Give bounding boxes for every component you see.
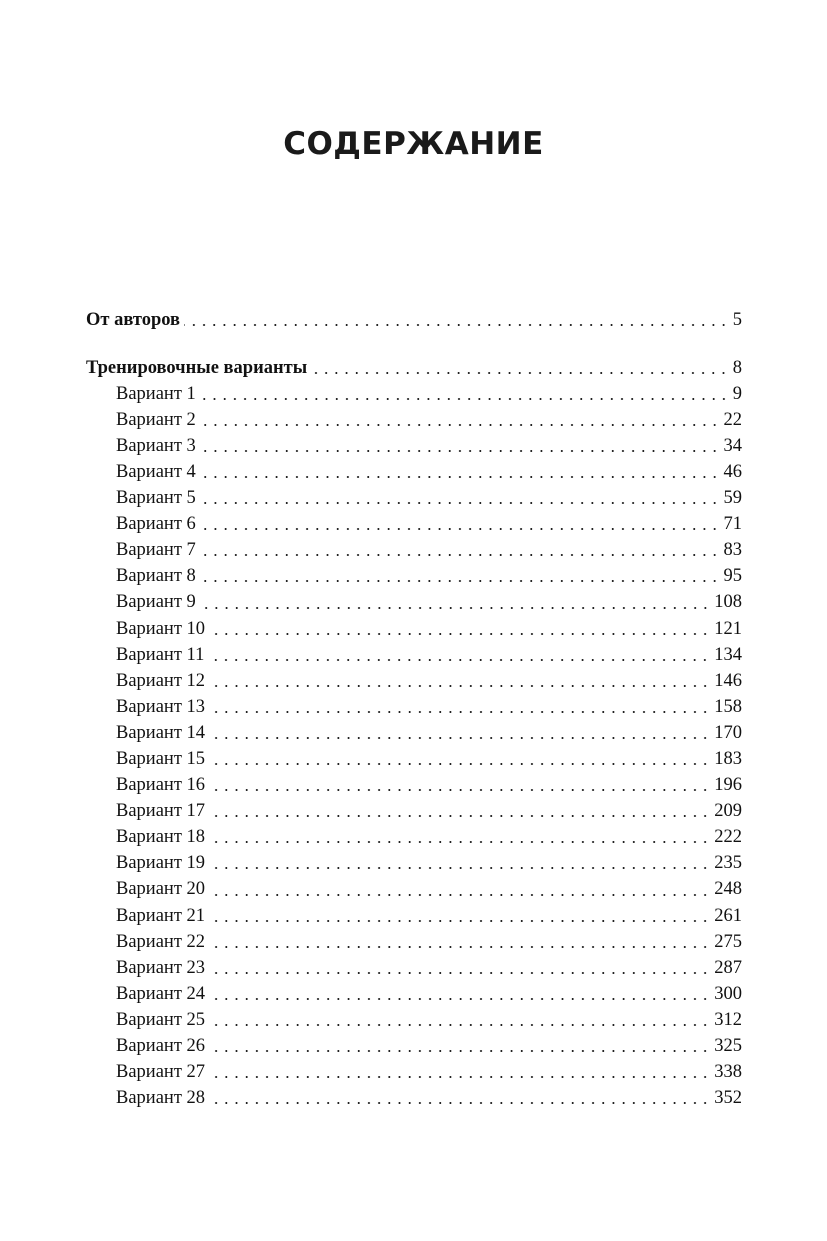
dot-leader [209,903,710,929]
toc-entry-label: Вариант 4 [116,461,196,482]
toc-entry-label: Вариант 1 [116,383,196,404]
toc-page-number: 235 [714,853,742,874]
toc-entry-label: Вариант 7 [116,540,196,561]
toc-entry-label: Вариант 8 [116,566,196,587]
dot-leader [200,563,720,589]
toc-page-number: 34 [723,435,742,456]
toc-entry-label: Вариант 14 [116,722,206,743]
toc-entry-label: Вариант 27 [116,1062,206,1083]
toc-page-number: 8 [732,357,742,378]
toc-entry-variant[interactable] [86,694,742,720]
toc-entry-variant[interactable] [86,981,742,1007]
toc-page-number: 108 [714,592,742,613]
toc-entry-label: Вариант 10 [116,618,206,639]
toc-entry-label: Тренировочные варианты [86,357,308,378]
dot-leader [184,307,729,333]
toc-entry-label: Вариант 5 [116,488,196,509]
toc-page-number: 170 [714,722,742,743]
dot-leader [209,824,710,850]
dot-leader [209,746,710,772]
toc-entry-label: Вариант 19 [116,853,206,874]
toc-entry-label: Вариант 24 [116,983,206,1004]
toc-entry-variant[interactable] [86,1007,742,1033]
toc-page-number: 121 [714,618,742,639]
toc-page-number: 22 [723,409,742,430]
dot-leader [209,955,710,981]
toc-page-number: 338 [714,1062,742,1083]
dot-leader [200,537,720,563]
dot-leader [200,485,720,511]
toc-entry-variant[interactable] [86,1033,742,1059]
dot-leader [209,1033,710,1059]
toc-entry-label: Вариант 17 [116,801,206,822]
toc-entry-label: Вариант 2 [116,409,196,430]
toc-page-number: 183 [714,749,742,769]
dot-leader [209,616,710,642]
toc-page-number: 59 [723,488,742,509]
toc-entry-variant[interactable] [86,459,742,485]
toc-page-number: 261 [714,905,742,926]
toc-entry-variant[interactable] [86,955,742,981]
dot-leader [209,668,710,694]
toc-entry-label: Вариант 16 [116,775,206,796]
toc-entry-label: Вариант 18 [116,827,206,848]
dot-leader [311,355,729,381]
toc-entry-variant[interactable] [86,772,742,798]
toc-entry-label: Вариант 28 [116,1088,206,1109]
toc-entry-variant[interactable] [86,668,742,694]
dot-leader [209,929,710,955]
toc-entry-authors[interactable] [86,307,742,333]
toc-entry-label: Вариант 22 [116,931,206,952]
toc-page-number: 134 [714,644,742,665]
toc-entry-variant[interactable] [86,903,742,929]
toc-entry-variant[interactable] [86,798,742,824]
toc-entry-variant[interactable] [86,407,742,433]
toc-page-number: 9 [732,383,742,404]
dot-leader [200,433,720,459]
toc-entry-label: Вариант 23 [116,957,206,978]
toc-entry-variant[interactable] [86,1059,742,1085]
toc-entry-label: Вариант 11 [116,644,205,665]
toc-entry-label: Вариант 20 [116,879,206,900]
dot-leader [200,511,720,537]
dot-leader [200,407,720,433]
toc-entry-label: Вариант 9 [116,592,196,613]
toc-page-number: 46 [723,461,742,482]
toc-entry-variant[interactable] [86,876,742,902]
dot-leader [209,981,710,1007]
toc-entry-variant[interactable] [86,537,742,563]
toc-entry-variant[interactable] [86,746,742,772]
table-of-contents [86,307,742,1111]
toc-page-number: 95 [723,566,742,587]
dot-leader [209,1007,710,1033]
toc-page-number: 146 [714,670,742,691]
dot-leader [200,459,720,485]
toc-entry-label: Вариант 15 [116,749,206,769]
dot-leader [209,694,710,720]
toc-entry-variant[interactable] [86,511,742,537]
toc-entry-variant[interactable] [86,642,742,668]
toc-entry-label: Вариант 3 [116,435,196,456]
dot-leader [209,850,710,876]
dot-leader [209,772,710,798]
toc-page-number: 275 [714,931,742,952]
dot-leader [200,381,729,407]
toc-entry-label: Вариант 21 [116,905,206,926]
toc-page-number: 300 [714,983,742,1004]
toc-entry-label: Вариант 6 [116,514,196,535]
dot-leader [209,1059,710,1085]
dot-leader [209,876,710,902]
toc-entry-variant[interactable] [86,381,742,407]
toc-entry-variant[interactable] [86,850,742,876]
toc-entry-variant[interactable] [86,929,742,955]
dot-leader [208,642,710,668]
toc-page-number: 287 [714,957,742,978]
toc-entry-label: От авторов [86,310,181,330]
toc-entry-variant[interactable] [86,1085,742,1111]
toc-entry-label: Вариант 26 [116,1036,206,1057]
toc-entry-variant[interactable] [86,824,742,850]
dot-leader [209,720,710,746]
dot-leader [209,798,710,824]
toc-page-number: 248 [714,879,742,900]
toc-entry-variant[interactable] [86,589,742,615]
toc-entry-variant[interactable] [86,720,742,746]
toc-page-number: 325 [714,1036,742,1057]
toc-page-number: 158 [714,696,742,717]
toc-page-number: 71 [723,514,742,535]
dot-leader [209,1085,710,1111]
toc-page-number: 209 [714,801,742,822]
toc-entry-label: Вариант 13 [116,696,206,717]
toc-page-number: 312 [714,1009,742,1030]
toc-entry-variant[interactable] [86,616,742,642]
toc-entry-variant[interactable] [86,563,742,589]
dot-leader [200,589,710,615]
toc-entry-label: Вариант 12 [116,670,206,691]
toc-entry-training-variants[interactable] [86,355,742,381]
toc-page-number: 5 [732,310,742,330]
page-title: СОДЕРЖАНИЕ [283,126,544,162]
toc-page-number: 222 [714,827,742,848]
toc-entry-label: Вариант 25 [116,1009,206,1030]
toc-page-number: 196 [714,775,742,796]
toc-entry-variant[interactable] [86,433,742,459]
toc-entry-variant[interactable] [86,485,742,511]
toc-page-number: 83 [723,540,742,561]
toc-page-number: 352 [714,1088,742,1109]
